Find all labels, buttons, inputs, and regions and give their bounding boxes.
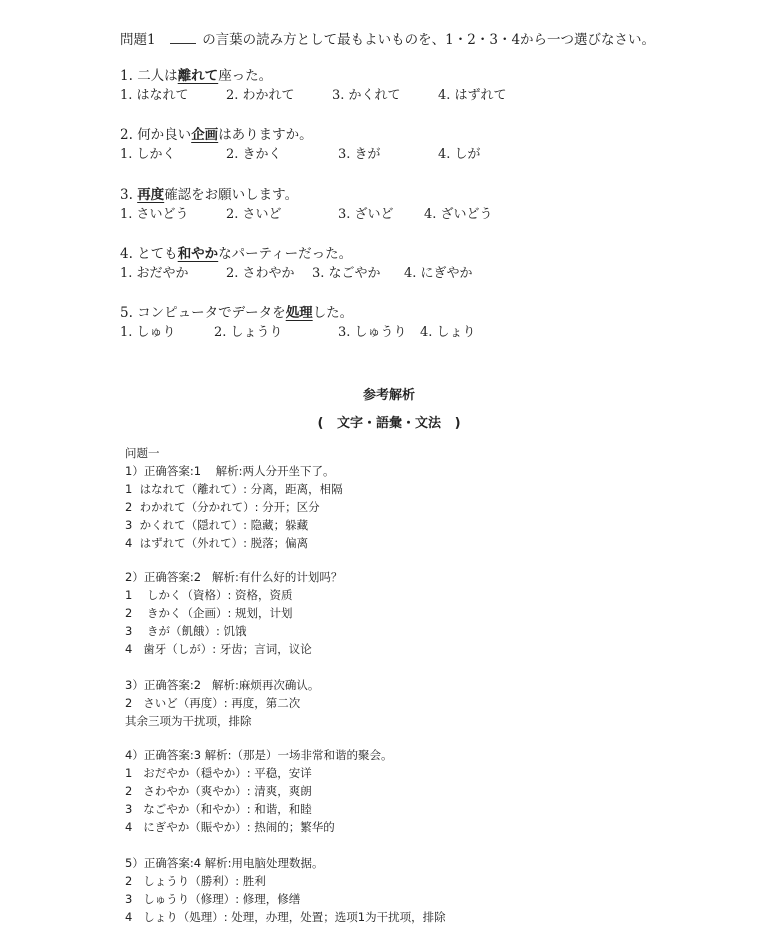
answer-line: 2 さいど（再度）: 再度，第二次	[125, 696, 301, 710]
answer-line: 2）正确答案:2 解析:有什么好的计划吗？	[125, 570, 343, 584]
question-number: 2.	[120, 127, 133, 143]
answer-line: 1）正确答案:1 解析:两人分开坐下了。	[125, 464, 335, 478]
answer-block-2	[125, 568, 342, 658]
question-number: 5.	[120, 305, 133, 321]
options	[120, 86, 720, 106]
question-number: 4.	[120, 246, 133, 262]
options	[120, 264, 720, 284]
target-word: 離れて	[177, 68, 219, 84]
option-1: 1. しかく	[120, 147, 176, 162]
instruction-blank	[170, 31, 196, 44]
answer-block-1	[125, 462, 343, 552]
answer-line: 其余三项为干扰项，排除	[125, 714, 252, 728]
instruction-prefix: 問題1	[120, 32, 156, 48]
stem-before: 何か良い	[137, 127, 192, 143]
answer-line: 2 わかれて（分かれて）: 分开；区分	[125, 500, 320, 514]
option-3: 3. かくれて	[332, 88, 401, 103]
answer-line: 4 にぎやか（賑やか）: 热闹的；繁华的	[125, 820, 335, 834]
answer-line: 1 しかく（資格）: 资格，资质	[125, 588, 293, 602]
answers-subtitle: ( 文字・語彙・文法 )	[317, 416, 461, 431]
option-2: 2. しょうり	[214, 325, 283, 340]
option-1: 1. はなれて	[120, 88, 189, 103]
instruction	[120, 28, 655, 48]
stem-before: 二人は	[137, 68, 178, 84]
answers-heading: 问题一	[125, 446, 160, 460]
answer-line: 3 きが（飢餓）: 饥饿	[125, 624, 247, 638]
option-2: 2. さわやか	[226, 266, 295, 281]
target-word: 和やか	[177, 246, 219, 262]
option-3: 3. きが	[338, 147, 381, 162]
stem-after: なパーティーだった。	[218, 246, 353, 262]
option-3: 3. ざいど	[338, 207, 394, 222]
question-stem	[120, 125, 720, 145]
option-4: 4. にぎやか	[404, 266, 473, 281]
question-1	[120, 66, 720, 106]
option-1: 1. しゅり	[120, 325, 176, 340]
option-4: 4. しょり	[420, 325, 476, 340]
answer-line: 4 しょり（処理）: 处理，办理，处置；选项1为干扰项，排除	[125, 910, 446, 924]
instruction-text: の言葉の読み方として最もよいものを、1・2・3・4から一つ選びなさい。	[202, 32, 656, 48]
target-word: 再度	[137, 187, 165, 203]
option-2: 2. きかく	[226, 147, 282, 162]
target-word: 企画	[191, 127, 219, 143]
stem-before: コンピュータでデータを	[137, 305, 286, 321]
question-4	[120, 244, 720, 284]
answer-line: 1 おだやか（穏やか）: 平稳，安详	[125, 766, 312, 780]
answer-line: 5）正确答案:4 解析:用电脑处理数据。	[125, 856, 324, 870]
answer-line: 4 はずれて（外れて）: 脱落；偏离	[125, 536, 309, 550]
answer-line: 1 はなれて（離れて）: 分离，距离，相隔	[125, 482, 343, 496]
answer-line: 2 さわやか（爽やか）: 清爽，爽朗	[125, 784, 312, 798]
question-stem	[120, 66, 720, 86]
answer-line: 3 なごやか（和やか）: 和谐，和睦	[125, 802, 312, 816]
option-3: 3. なごやか	[312, 266, 381, 281]
answers-heading-block	[125, 444, 160, 462]
stem-after: した。	[312, 305, 354, 321]
answer-block-3	[125, 676, 319, 730]
option-2: 2. わかれて	[226, 88, 295, 103]
option-4: 4. しが	[438, 147, 481, 162]
option-1: 1. おだやか	[120, 266, 189, 281]
question-stem	[120, 185, 720, 205]
options	[120, 323, 720, 343]
answer-line: 2 きかく（企画）: 规划，计划	[125, 606, 293, 620]
stem-after: 確認をお願いします。	[164, 187, 299, 203]
answer-line: 4 歯牙（しが）: 牙齿；言词，议论	[125, 642, 312, 656]
stem-before: とても	[137, 246, 178, 262]
question-3	[120, 185, 720, 225]
question-number: 3.	[120, 187, 133, 203]
answer-line: 2 しょうり（勝利）: 胜利	[125, 874, 266, 888]
target-word: 処理	[285, 305, 313, 321]
question-2	[120, 125, 720, 165]
option-1: 1. さいどう	[120, 207, 189, 222]
stem-after: はありますか。	[218, 127, 313, 143]
question-number: 1.	[120, 68, 133, 84]
answer-line: 3 かくれて（隠れて）: 隐藏；躲藏	[125, 518, 309, 532]
option-3: 3. しゅうり	[338, 325, 407, 340]
answers-title: 参考解析	[362, 388, 415, 403]
option-4: 4. ざいどう	[424, 207, 493, 222]
question-stem	[120, 303, 720, 323]
answer-line: 3 しゅうり（修理）: 修理，修缮	[125, 892, 301, 906]
answer-block-4	[125, 746, 393, 836]
question-stem	[120, 244, 720, 264]
option-4: 4. はずれて	[438, 88, 507, 103]
question-5	[120, 303, 720, 343]
stem-after: 座った。	[218, 68, 273, 84]
answer-line: 4）正确答案:3 解析:（那是）一场非常和谐的聚会。	[125, 748, 393, 762]
options	[120, 205, 720, 225]
answer-line: 3）正确答案:2 解析:麻烦再次确认。	[125, 678, 320, 692]
options	[120, 145, 720, 165]
option-2: 2. さいど	[226, 207, 282, 222]
answer-block-5	[125, 854, 446, 926]
